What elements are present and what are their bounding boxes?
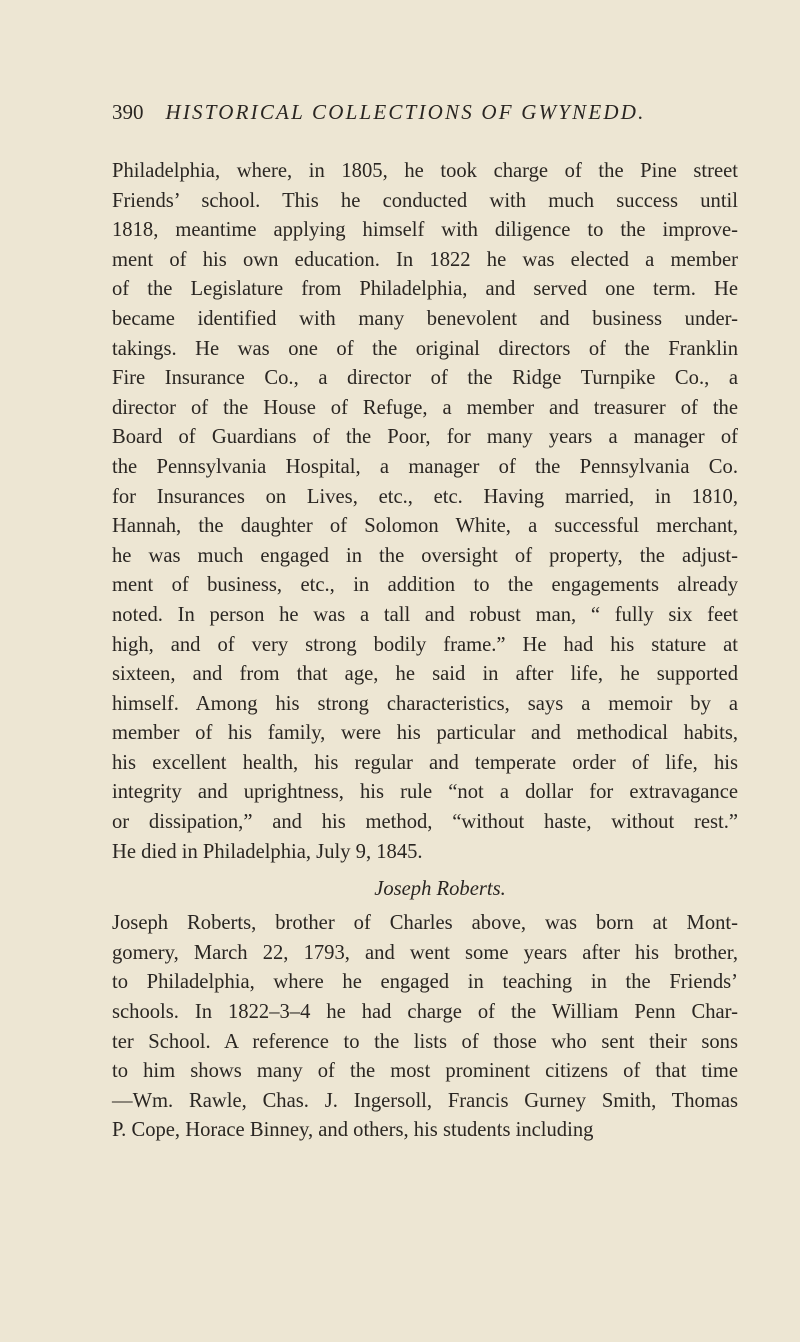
text-line: he was much engaged in the oversight of property, the adjust-	[112, 544, 738, 567]
text-line: takings. He was one of the original directors of the Franklin	[112, 337, 738, 360]
text-line: the Pennsylvania Hospital, a manager of the Pennsylvania Co.	[112, 455, 738, 478]
text-line: to him shows many of the most prominent citizens of that time	[112, 1060, 738, 1083]
text-line: gomery, March 22, 1793, and went some years after his brother,	[112, 941, 738, 964]
paragraph-joseph-roberts	[112, 909, 738, 1146]
text-line: high, and of very strong bodily frame.” He had his stature at	[112, 633, 738, 656]
text-line: member of his family, were his particular and methodical habits,	[112, 722, 738, 745]
paragraph-charles-roberts	[112, 157, 738, 867]
text-line: Joseph Roberts, brother of Charles above, was born at Mont-	[112, 912, 738, 935]
text-line: ment of his own education. In 1822 he was elected a member	[112, 248, 738, 271]
text-line: sixteen, and from that age, he said in after life, he supported	[112, 663, 738, 686]
text-line: to Philadelphia, where he engaged in teaching in the Friends’	[112, 971, 738, 994]
text-line: noted. In person he was a tall and robust man, “ fully six feet	[112, 603, 738, 626]
text-line: Friends’ school. This he conducted with much success until	[112, 189, 738, 212]
text-line: He died in Philadelphia, July 9, 1845.	[112, 840, 423, 863]
page-number: 390	[112, 100, 144, 124]
text-line: became identified with many benevolent and business under-	[112, 307, 738, 330]
text-line: P. Cope, Horace Binney, and others, his students including	[112, 1119, 594, 1142]
text-line: for Insurances on Lives, etc., etc. Having married, in 1810,	[112, 485, 738, 508]
text-line: —Wm. Rawle, Chas. J. Ingersoll, Francis Gurney Smith, Thomas	[112, 1089, 738, 1112]
text-line: Philadelphia, where, in 1805, he took charge of the Pine street	[112, 160, 738, 182]
text-line: Fire Insurance Co., a director of the Ridge Turnpike Co., a	[112, 367, 738, 390]
text-line: ment of business, etc., in addition to the engagements already	[112, 574, 738, 597]
text-line: ter School. A reference to the lists of those who sent their sons	[112, 1030, 738, 1053]
text-line: Board of Guardians of the Poor, for many years a manager of	[112, 426, 738, 449]
text-line: himself. Among his strong characteristics, says a memoir by a	[112, 692, 738, 715]
text-line: integrity and uprightness, his rule “not a dollar for extravagance	[112, 781, 738, 804]
text-line: of the Legislature from Philadelphia, and served one term. He	[112, 278, 738, 301]
page-header	[112, 100, 752, 140]
text-line: schools. In 1822–3–4 he had charge of the William Penn Char-	[112, 1001, 738, 1024]
section-heading: Joseph Roberts.	[374, 878, 506, 901]
text-line: or dissipation,” and his method, “without haste, without rest.”	[112, 811, 738, 834]
body-text	[112, 157, 738, 1146]
text-line: Hannah, the daughter of Solomon White, a successful merchant,	[112, 515, 738, 538]
text-line: director of the House of Refuge, a member and treasurer of the	[112, 396, 738, 419]
running-title: HISTORICAL COLLECTIONS OF GWYNEDD.	[165, 100, 646, 124]
text-line: his excellent health, his regular and temperate order of life, his	[112, 751, 738, 774]
text-line: 1818, meantime applying himself with diligence to the improve-	[112, 219, 738, 242]
